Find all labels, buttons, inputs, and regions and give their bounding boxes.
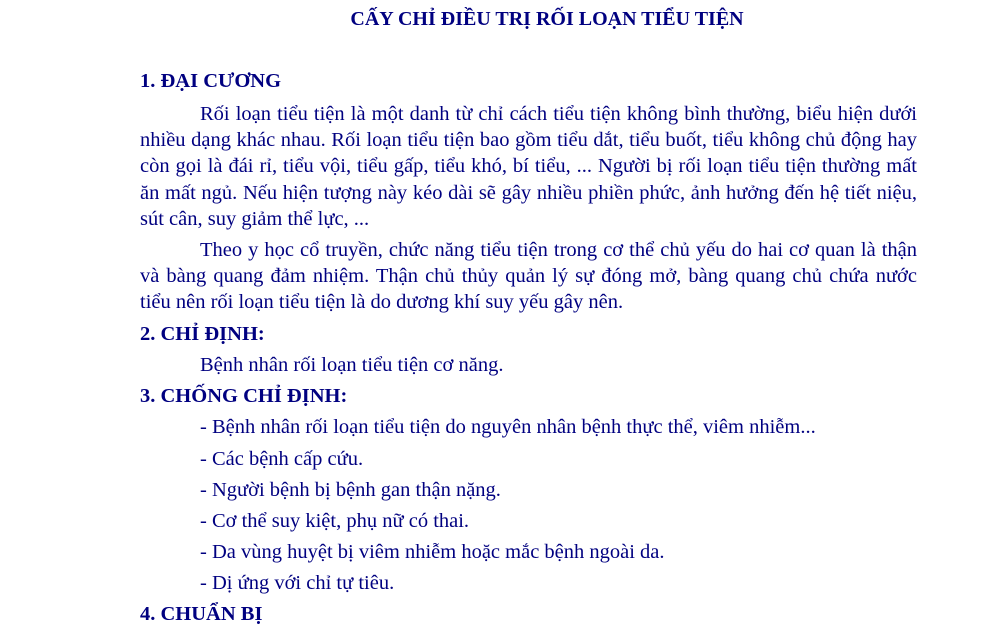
section-heading-chong-chi-dinh: 3. CHỐNG CHỈ ĐỊNH: <box>140 385 348 407</box>
chong-chi-dinh-item: - Da vùng huyệt bị viêm nhiễm hoặc mắc bệnh ngoài da. <box>200 541 665 563</box>
document-title: CẤY CHỈ ĐIỀU TRỊ RỐI LOẠN TIỂU TIỆN <box>350 8 744 30</box>
paragraph-dai-cuong-1: Rối loạn tiểu tiện là một danh từ chỉ cách tiểu tiện không bình thường, biểu hiện dưới nhiều dạng khác nhau. Rối loạn tiểu tiện bao gồm tiểu dắt, tiểu buốt, tiểu không chủ động hay còn gọi là đái rỉ, tiểu vội, tiểu gấp, tiểu khó, bí tiểu, ... Người bị rối loạn tiểu tiện thường mất ăn mất ngủ. Nếu hiện tượng này kéo dài sẽ gây nhiều phiền phức, ảnh hưởng đến hệ tiết niệu, sút cân, suy giảm thể lực, ... <box>140 103 917 230</box>
section-heading-dai-cuong: 1. ĐẠI CƯƠNG <box>140 70 282 92</box>
chong-chi-dinh-item: - Các bệnh cấp cứu. <box>200 448 364 470</box>
section-heading-chuan-bi: 4. CHUẨN BỊ <box>140 603 263 625</box>
chong-chi-dinh-item: - Người bệnh bị bệnh gan thận nặng. <box>200 479 501 501</box>
chong-chi-dinh-item: - Cơ thể suy kiệt, phụ nữ có thai. <box>200 510 470 532</box>
chong-chi-dinh-item: - Bệnh nhân rối loạn tiểu tiện do nguyên nhân bệnh thực thể, viêm nhiễm... <box>200 416 816 438</box>
chong-chi-dinh-item: - Dị ứng với chỉ tự tiêu. <box>200 572 395 594</box>
section-heading-chi-dinh: 2. CHỈ ĐỊNH: <box>140 323 265 345</box>
chi-dinh-text: Bệnh nhân rối loạn tiểu tiện cơ năng. <box>200 354 504 376</box>
paragraph-dai-cuong-2: Theo y học cổ truyền, chức năng tiểu tiện trong cơ thể chủ yếu do hai cơ quan là thận và bàng quang đảm nhiệm. Thận chủ thủy quản lý sự đóng mở, bàng quang chủ chứa nước tiểu nên rối loạn tiểu tiện là do dương khí suy yếu gây nên. <box>140 239 917 314</box>
